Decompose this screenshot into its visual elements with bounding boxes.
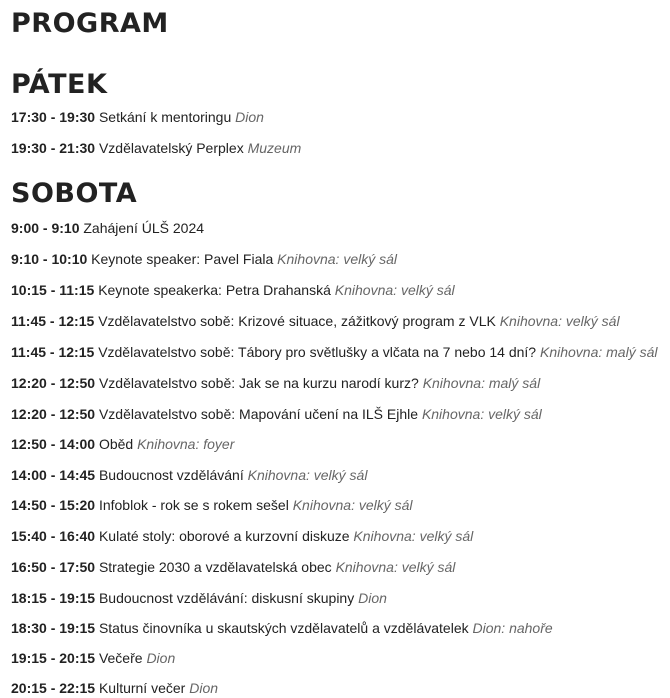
schedule-item (11, 495, 413, 515)
schedule-item (11, 618, 553, 638)
event-time: 18:30 - 19:15 (11, 620, 96, 636)
event-title: Keynote speakerka: Petra Drahanská (98, 282, 331, 298)
event-place: Dion: nahoře (472, 620, 553, 636)
event-time: 14:00 - 14:45 (11, 467, 96, 483)
event-time: 11:45 - 12:15 (11, 344, 95, 360)
event-place: Dion (189, 680, 219, 696)
event-time: 15:40 - 16:40 (11, 528, 96, 544)
event-time: 12:20 - 12:50 (11, 375, 96, 391)
event-place: Muzeum (247, 140, 302, 156)
schedule-item (11, 526, 473, 546)
event-time: 18:15 - 19:15 (11, 590, 96, 606)
schedule-item (11, 280, 455, 300)
event-place: Knihovna: velký sál (335, 559, 456, 575)
schedule-item (11, 138, 301, 158)
page-title: PROGRAM (11, 8, 169, 39)
event-place: Dion (235, 109, 264, 125)
event-time: 19:30 - 21:30 (11, 140, 96, 156)
schedule-item (11, 218, 204, 238)
event-place: Knihovna: velký sál (421, 406, 542, 422)
schedule-item (11, 557, 455, 577)
event-place: Knihovna: velký sál (277, 251, 398, 267)
event-place: Knihovna: malý sál (539, 344, 658, 360)
event-place: Knihovna: velký sál (247, 467, 368, 483)
event-time: 12:20 - 12:50 (11, 406, 96, 422)
event-title: Budoucnost vzdělávání (98, 467, 244, 483)
event-time: 10:15 - 11:15 (11, 282, 95, 298)
event-title: Setkání k mentoringu (98, 109, 232, 125)
event-time: 20:15 - 22:15 (11, 680, 96, 696)
event-title: Večeře (98, 650, 143, 666)
schedule-item (11, 434, 234, 454)
event-time: 17:30 - 19:30 (11, 109, 96, 125)
event-time: 14:50 - 15:20 (11, 497, 96, 513)
event-title: Vzdělavatelstvo sobě: Mapování učení na ILŠ Ejhle (98, 406, 419, 422)
event-title: Oběd (98, 436, 134, 452)
event-place: Dion (146, 650, 176, 666)
event-title: Vzdělavatelstvo sobě: Krizové situace, zážitkový program z VLK (98, 313, 496, 329)
schedule-item (11, 249, 397, 269)
event-title: Vzdělavatelský Perplex (98, 140, 244, 156)
event-title: Vzdělavatelstvo sobě: Jak se na kurzu narodí kurz? (98, 375, 419, 391)
event-place: Knihovna: foyer (137, 436, 235, 452)
event-place: Dion (358, 590, 387, 606)
schedule-item (11, 373, 540, 393)
event-time: 12:50 - 14:00 (11, 436, 96, 452)
schedule-item (11, 678, 218, 698)
schedule-item (11, 465, 367, 485)
event-title: Keynote speaker: Pavel Fiala (91, 251, 274, 267)
schedule-item (11, 342, 658, 362)
event-place: Knihovna: velký sál (292, 497, 413, 513)
schedule-item (11, 107, 264, 127)
event-time: 9:00 - 9:10 (11, 220, 80, 236)
schedule-item (11, 311, 620, 331)
event-title: Vzdělavatelstvo sobě: Tábory pro světlušky a vlčata na 7 nebo 14 dní? (98, 344, 537, 360)
event-place: Knihovna: velký sál (353, 528, 474, 544)
event-time: 19:15 - 20:15 (11, 650, 96, 666)
event-time: 16:50 - 17:50 (11, 559, 96, 575)
event-time: 9:10 - 10:10 (11, 251, 88, 267)
day-heading-saturday: SOBOTA (11, 178, 138, 209)
event-title: Kulturní večer (98, 680, 186, 696)
event-title: Budoucnost vzdělávání: diskusní skupiny (98, 590, 355, 606)
schedule-item (11, 588, 387, 608)
event-title: Strategie 2030 a vzdělavatelská obec (98, 559, 332, 575)
event-title: Zahájení ÚLŠ 2024 (83, 220, 205, 236)
event-title: Kulaté stoly: oborové a kurzovní diskuze (98, 528, 350, 544)
schedule-item (11, 404, 542, 424)
event-title: Status činovníka u skautských vzdělavatelů a vzdělávatelek (98, 620, 469, 636)
event-place: Knihovna: malý sál (422, 375, 541, 391)
day-heading-friday: PÁTEK (11, 69, 108, 100)
event-place: Knihovna: velký sál (334, 282, 455, 298)
event-time: 11:45 - 12:15 (11, 313, 95, 329)
event-place: Knihovna: velký sál (499, 313, 620, 329)
schedule-item (11, 648, 175, 668)
event-title: Infoblok - rok se s rokem sešel (98, 497, 289, 513)
